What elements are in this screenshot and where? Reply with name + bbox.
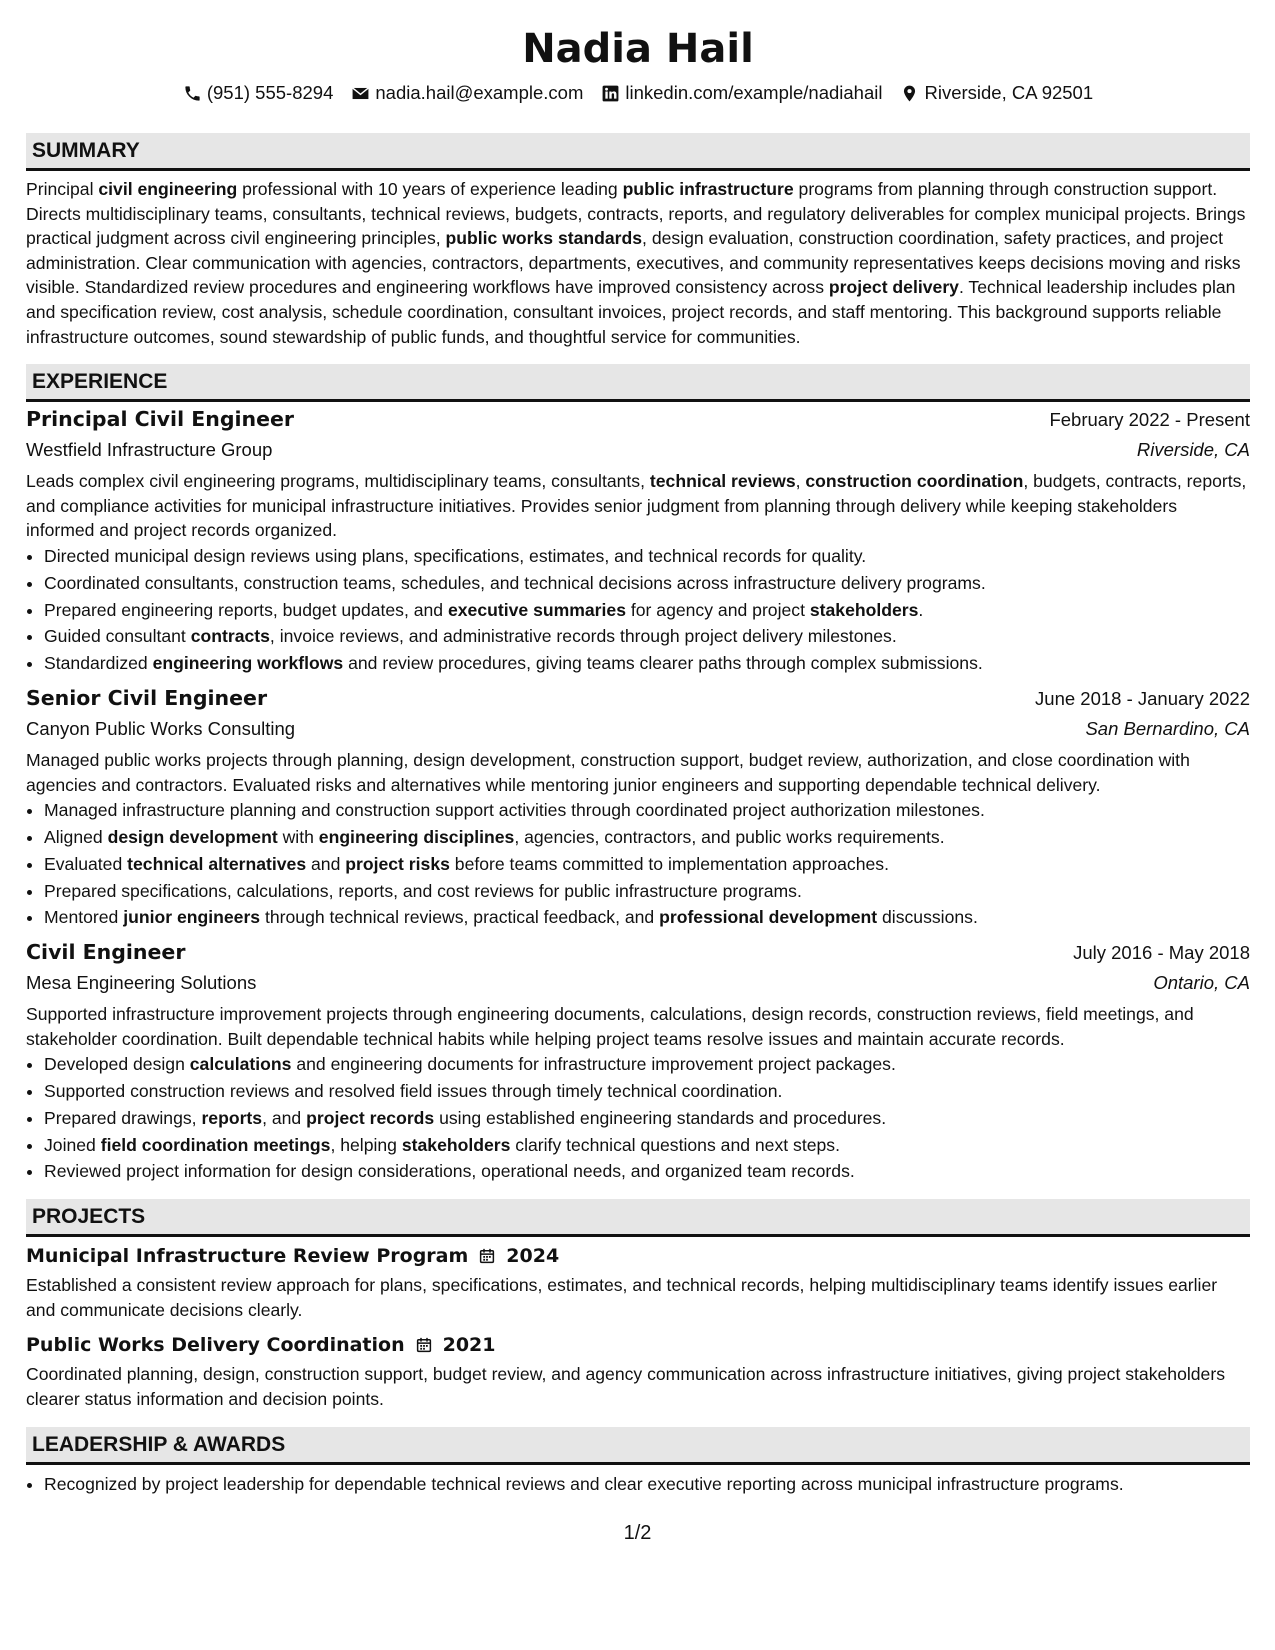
envelope-icon — [351, 84, 370, 103]
bold-keyword: field coordination meetings — [100, 1134, 331, 1155]
list-item: • Mentored junior engineers through technical reviews, practical feedback, and professional development discussions. — [44, 904, 1250, 931]
calendar-icon — [415, 1336, 433, 1354]
bold-keyword: engineering workflows — [152, 653, 344, 674]
bold-keyword: technical alternatives — [127, 853, 307, 874]
job-bullets — [26, 543, 1250, 677]
calendar-icon — [478, 1247, 496, 1265]
job-header — [26, 685, 1250, 712]
project-header — [26, 1332, 1250, 1358]
contact-phone[interactable] — [183, 81, 334, 105]
bold-keyword: calculations — [189, 1054, 292, 1075]
job-location: Ontario, CA — [1153, 972, 1250, 994]
job-dates: February 2022 - Present — [1049, 409, 1250, 431]
list-item: • Aligned design development with engineering disciplines, agencies, contractors, and public works requirements. — [44, 824, 1250, 851]
bold-keyword: stakeholders — [809, 599, 919, 620]
list-item: • Developed design calculations and engineering documents for infrastructure improvement project packages. — [44, 1051, 1250, 1078]
candidate-name: Nadia Hail — [522, 26, 754, 72]
job-company: Canyon Public Works Consulting — [26, 717, 296, 739]
bold-keyword: civil engineering — [98, 179, 238, 199]
job-header — [26, 406, 1250, 433]
bold-keyword: professional development — [659, 907, 878, 928]
phone-icon — [183, 84, 202, 103]
projects-heading: PROJECTS — [26, 1199, 1250, 1237]
email-text: nadia.hail@example.com — [375, 82, 584, 103]
job-company: Mesa Engineering Solutions — [26, 972, 257, 994]
job-description: Managed public works projects through planning, design development, construction support, budget review, authorization, and close coordination with agencies and contractors. Evaluated risks and alternatives while mentoring junior engineers and supporting dependable technical delivery. — [26, 749, 1190, 795]
project-year: 2024 — [506, 1245, 560, 1268]
project-entry — [26, 1332, 1250, 1411]
job-entry — [26, 406, 1250, 677]
list-item: • Standardized engineering workflows and review procedures, giving teams clearer paths through complex submissions. — [44, 650, 1250, 677]
project-description: Established a consistent review approach for plans, specifications, estimates, and technical records, helping multidisciplinary teams identify issues earlier and communicate decisions clearly. — [26, 1275, 1218, 1320]
bold-keyword: public infrastructure — [622, 179, 794, 199]
leadership-heading: LEADERSHIP & AWARDS — [26, 1427, 1250, 1465]
experience-heading: EXPERIENCE — [26, 364, 1250, 402]
project-description: Coordinated planning, design, construction support, budget review, and agency communication across infrastructure initiatives, giving project stakeholders clearer status information and decision points. — [26, 1364, 1225, 1410]
project-title: Municipal Infrastructure Review Program — [26, 1245, 469, 1268]
job-location: Riverside, CA — [1136, 439, 1250, 461]
job-entry — [26, 685, 1250, 931]
linkedin-text: linkedin.com/example/nadiahail — [625, 82, 883, 103]
contact-location — [900, 81, 1093, 105]
summary-text: Principal civil engineering professional with 10 years of experience leading public infrastructure programs from planning through construction support. Directs multidisciplinary teams, consultants, technical reviews, budgets, contracts, reports, and regulatory deliverables for complex municipal projects. Brings practical judgment across civil engineering principles, public works standards, design evaluation, construction coordination, safety practices, and project administration. Clear communication with agencies, contractors, departments, executives, and community representatives keeps decisions moving and risks visible. Standardized review procedures and engineering workflows have improved consistency across project delivery. Technical leadership includes plan and specification review, cost analysis, schedule coordination, consultant invoices, project records, and staff mentoring. This background supports reliable infrastructure outcomes, sound stewardship of public funds, and thoughtful service for communities. — [26, 179, 1246, 347]
job-bullets — [26, 797, 1250, 931]
page-number: 1/2 — [623, 1522, 652, 1544]
summary-heading: SUMMARY — [26, 133, 1250, 171]
project-entry — [26, 1243, 1250, 1322]
bold-keyword: construction coordination — [805, 471, 1024, 492]
list-item: • Guided consultant contracts, invoice reviews, and administrative records through project delivery milestones. — [44, 623, 1250, 650]
job-description: Leads complex civil engineering programs, multidisciplinary teams, consultants, technical reviews, construction coordination, budgets, contracts, reports, and compliance activities for municipal infrastructure initiatives. Provides senior judgment from planning through delivery while keeping stakeholders informed and project records organized. — [26, 471, 1247, 541]
job-title: Civil Engineer — [26, 940, 186, 965]
bold-keyword: engineering disciplines — [318, 826, 515, 847]
bold-keyword: contracts — [190, 626, 270, 647]
job-company: Westfield Infrastructure Group — [26, 439, 273, 461]
bold-keyword: executive summaries — [447, 599, 626, 620]
linkedin-icon — [601, 84, 620, 103]
bold-keyword: project risks — [345, 853, 450, 874]
job-title: Senior Civil Engineer — [26, 685, 268, 710]
resume-page — [26, 0, 1250, 1497]
job-subheader — [26, 716, 1250, 742]
job-bullets — [26, 1051, 1250, 1185]
contact-linkedin[interactable] — [601, 81, 882, 105]
leadership-bullets — [26, 1471, 1250, 1498]
job-subheader — [26, 437, 1250, 463]
list-item: • Directed municipal design reviews using plans, specifications, estimates, and technical records for quality. — [44, 543, 1250, 570]
project-year: 2021 — [442, 1334, 496, 1357]
job-dates: June 2018 - January 2022 — [1035, 687, 1250, 709]
job-entry — [26, 939, 1250, 1185]
list-item: • Prepared specifications, calculations, reports, and cost reviews for public infrastructure programs. — [44, 878, 1250, 905]
phone-text: (951) 555-8294 — [206, 82, 334, 103]
contact-bar — [26, 81, 1250, 105]
bold-keyword: project delivery — [828, 277, 959, 298]
contact-email[interactable] — [351, 81, 583, 105]
bold-keyword: reports — [201, 1107, 263, 1128]
map-pin-icon — [900, 84, 919, 103]
job-title: Principal Civil Engineer — [26, 407, 295, 432]
bold-keyword: junior engineers — [123, 907, 261, 928]
list-item: • Evaluated technical alternatives and project risks before teams committed to implementation approaches. — [44, 851, 1250, 878]
job-header — [26, 939, 1250, 966]
list-item: • Reviewed project information for design considerations, operational needs, and organized team records. — [44, 1158, 1250, 1185]
bold-keyword: technical reviews — [649, 471, 796, 492]
job-dates: July 2016 - May 2018 — [1073, 942, 1250, 964]
list-item: • Recognized by project leadership for dependable technical reviews and clear executive reporting across municipal infrastructure programs. — [44, 1471, 1250, 1498]
list-item: • Prepared engineering reports, budget updates, and executive summaries for agency and project stakeholders. — [44, 597, 1250, 624]
bold-keyword: project records — [306, 1107, 435, 1128]
list-item: • Prepared drawings, reports, and project records using established engineering standards and procedures. — [44, 1105, 1250, 1132]
project-header — [26, 1243, 1250, 1269]
project-title: Public Works Delivery Coordination — [26, 1334, 405, 1357]
bold-keyword: design development — [107, 826, 278, 847]
list-item: • Joined field coordination meetings, helping stakeholders clarify technical questions and next steps. — [44, 1132, 1250, 1159]
job-subheader — [26, 970, 1250, 996]
list-item: • Managed infrastructure planning and construction support activities through coordinated project authorization milestones. — [44, 797, 1250, 824]
bold-keyword: stakeholders — [401, 1134, 511, 1155]
job-description: Supported infrastructure improvement projects through engineering documents, calculations, design records, construction reviews, field meetings, and stakeholder coordination. Built dependable technical habits while helping project teams resolve issues and maintain accurate records. — [26, 1004, 1194, 1049]
list-item: • Supported construction reviews and resolved field issues through timely technical coordination. — [44, 1078, 1250, 1105]
location-text: Riverside, CA 92501 — [924, 82, 1094, 103]
list-item: • Coordinated consultants, construction teams, schedules, and technical decisions across infrastructure delivery programs. — [44, 570, 1250, 597]
bold-keyword: public works standards — [445, 228, 643, 249]
job-location: San Bernardino, CA — [1085, 717, 1250, 739]
